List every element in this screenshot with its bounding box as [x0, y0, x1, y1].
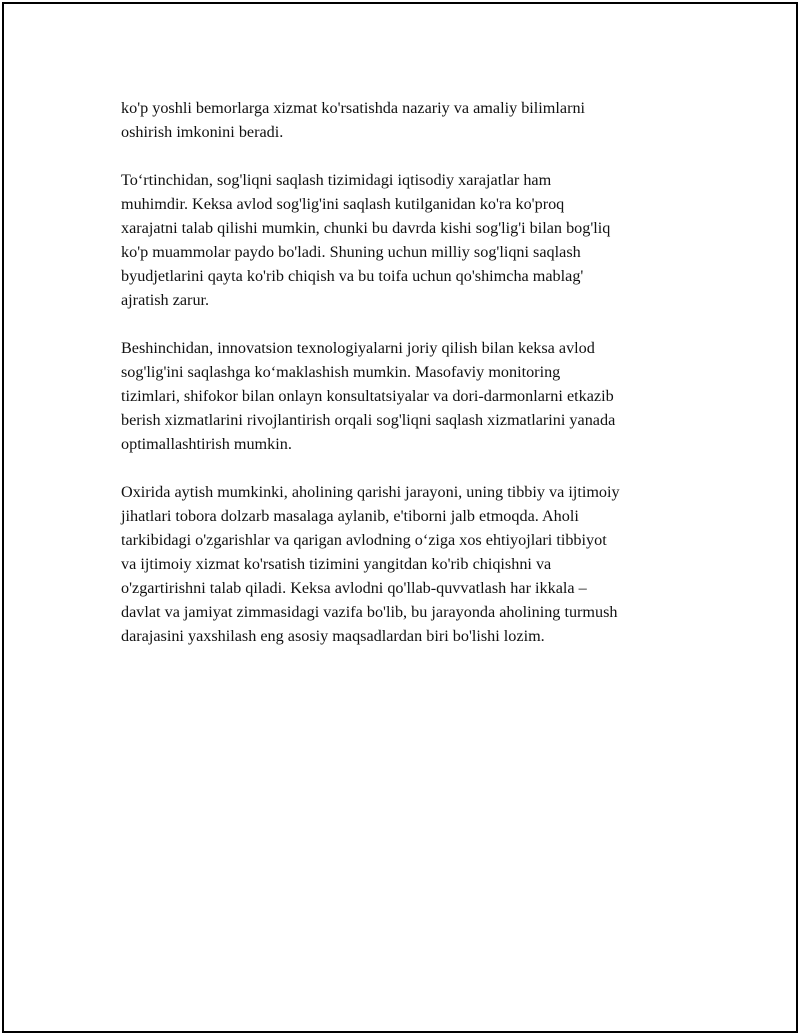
paragraph-2: To‘rtinchidan, sog'liqni saqlash tizimidagi iqtisodiy xarajatlar ham muhimdir. Keksa avlod sog'lig'ini saqlash kutilganidan ko'ra ko'proq xarajatni talab qilishi mumkin, chunki bu davrda kishi sog'lig'i bilan bog'liq ko'p muammolar paydo bo'ladi. Shuning uchun milliy sog'liqni saqlash byudjetlarini qayta ko'rib chiqish va bu toifa uchun qo'shimcha mablag' ajratish zarur. [121, 171, 611, 309]
paragraph-3: Beshinchidan, innovatsion texnologiyalarni joriy qilish bilan keksa avlod sog'lig'ini saqlashga ko‘maklashish mumkin. Masofaviy monitoring tizimlari, shifokor bilan onlayn konsultatsiyalar va dori-darmonlarni etkazib berish xizmatlarini rivojlantirish orqali sog'liqni saqlash xizmatlarini yanada optimallashtirish mumkin. [121, 339, 616, 453]
paragraph-4: Oxirida aytish mumkinki, aholining qarishi jarayoni, uning tibbiy va ijtimoiy jihatlari tobora dolzarb masalaga aylanib, e'tiborni jalb etmoqda. Aholi tarkibidagi o'zgarishlar va qarigan avlodning o‘ziga xos ehtiyojlari tibbiyot va ijtimoiy xizmat ko'rsatish tizimini yangitdan ko'rib chiqishni va o'zgartirishni talab qiladi. Keksa avlodni qo'llab-quvvatlash har ikkala – davlat va jamiyat zimmasidagi vazifa bo'lib, bu jarayonda aholining turmush darajasini yaxshilash eng asosiy maqsadlardan biri bo'lishi lozim. [121, 483, 620, 645]
document-page [2, 2, 798, 1033]
document-body [121, 96, 701, 672]
paragraph-1: ko'p yoshli bemorlarga xizmat ko'rsatishda nazariy va amaliy bilimlarni oshirish imkonini beradi. [121, 99, 586, 141]
